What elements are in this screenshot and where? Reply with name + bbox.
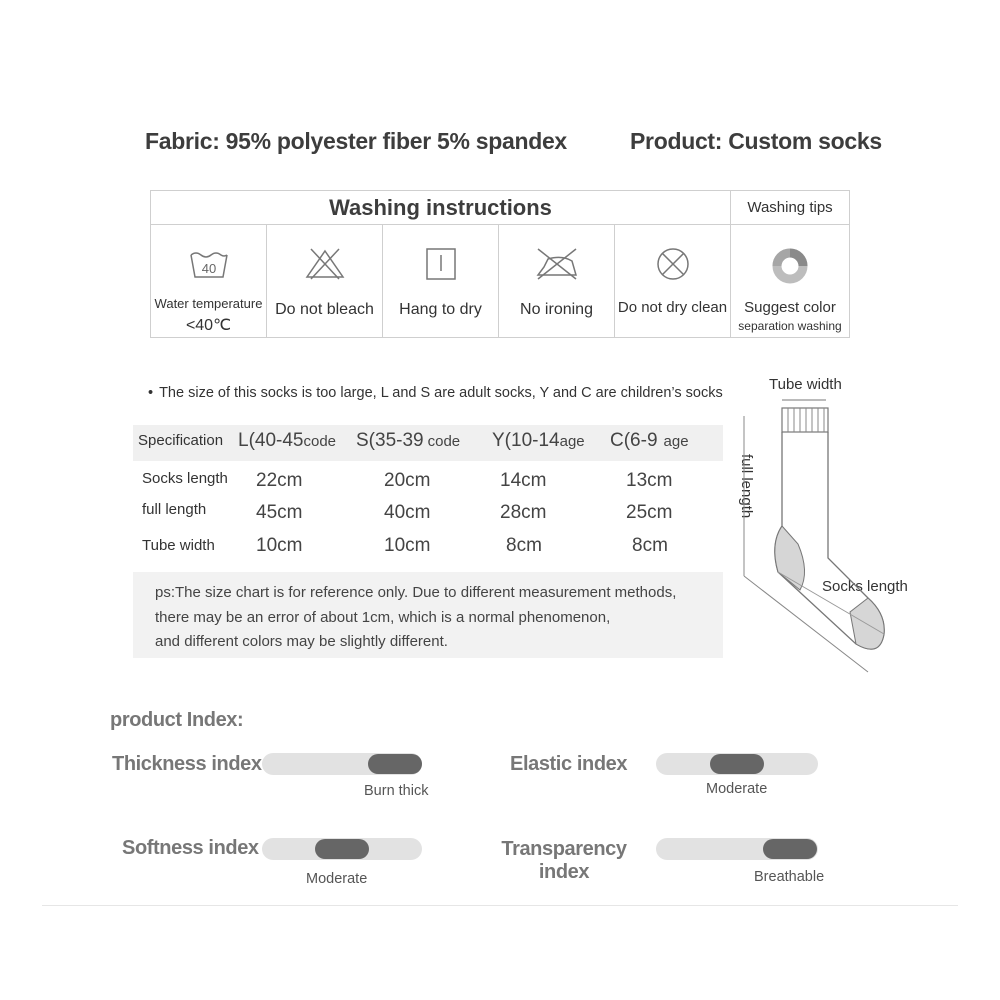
wash-cell-color	[731, 225, 849, 337]
cell: 28cm	[500, 502, 547, 523]
svg-text:40: 40	[201, 261, 216, 276]
spec-col-s: S(35-39 code	[356, 430, 461, 451]
wash-40-icon	[187, 247, 231, 286]
cell: 20cm	[384, 470, 431, 491]
wash-cell-hang	[383, 225, 499, 337]
washing-title: Washing instructions	[151, 191, 731, 225]
cell: 40cm	[384, 502, 431, 523]
wash-label: Do not dry clean	[617, 299, 728, 316]
row-label-full-length: full length	[142, 501, 207, 518]
size-note	[133, 572, 723, 658]
index-caption: Burn thick	[364, 783, 429, 799]
wash-label: Hang to dry	[399, 301, 482, 318]
spec-col-c: C(6-9 age	[610, 430, 689, 451]
index-knob	[368, 754, 422, 774]
bottom-divider	[42, 905, 958, 906]
wash-cell-iron	[499, 225, 615, 337]
cell: 45cm	[256, 502, 303, 523]
index-caption: Breathable	[754, 869, 825, 885]
cell: 22cm	[256, 470, 303, 491]
wash-cell-bleach	[267, 225, 383, 337]
index-name: Transparency index	[501, 838, 627, 883]
index-caption: Moderate	[306, 871, 368, 887]
spec-col-y: Y(10-14age	[492, 430, 585, 451]
wash-label: Water temperature	[154, 296, 263, 311]
washing-tips-title: Washing tips	[731, 191, 849, 225]
color-separation-icon	[768, 247, 812, 290]
wash-label: Suggest color	[744, 299, 836, 316]
note-line: ps:The size chart is for reference only. Due to different measurement methods,	[155, 584, 677, 601]
index-track	[656, 838, 818, 860]
row-label-socks-length: Socks length	[142, 470, 228, 487]
cell: 13cm	[626, 470, 673, 491]
socks-length-label: Socks length	[822, 578, 908, 595]
size-bullet: • The size of this socks is too large, L and S are adult socks, Y and C are children’s socks	[148, 385, 723, 401]
index-track	[262, 838, 422, 860]
index-name: Elastic index	[510, 753, 628, 775]
wash-cell-dryclean	[615, 225, 731, 337]
no-bleach-icon	[303, 247, 347, 286]
tube-width-label: Tube width	[769, 376, 842, 393]
cell: 14cm	[500, 470, 547, 491]
wash-label: Do not bleach	[275, 301, 374, 318]
washing-table	[150, 190, 850, 338]
index-caption: Moderate	[706, 781, 768, 797]
spec-col-l: L(40-45code	[238, 430, 337, 451]
index-track	[656, 753, 818, 775]
no-dry-clean-icon	[651, 247, 695, 286]
no-ironing-icon	[532, 247, 582, 286]
wash-cell-temperature	[151, 225, 267, 337]
wash-label: No ironing	[520, 301, 593, 318]
cell: 10cm	[256, 535, 303, 556]
row-label-tube-width: Tube width	[142, 537, 215, 554]
sock-outline	[738, 376, 918, 676]
note-line: there may be an error of about 1cm, which is a normal phenomenon,	[155, 609, 611, 626]
index-knob	[710, 754, 764, 774]
cell: 8cm	[506, 535, 542, 556]
full-length-label: full length	[738, 454, 755, 519]
fabric-text: Fabric: 95% polyester fiber 5% spandex	[145, 128, 567, 154]
note-line: and different colors may be slightly different.	[155, 633, 448, 650]
spec-label: Specification	[138, 432, 224, 449]
index-knob	[315, 839, 369, 859]
wash-label-2: separation washing	[738, 319, 842, 333]
index-name: Thickness index	[112, 753, 262, 775]
cell: 8cm	[632, 535, 668, 556]
cell: 10cm	[384, 535, 431, 556]
index-knob	[763, 839, 817, 859]
hang-dry-icon	[419, 247, 463, 286]
wash-label-2: <40℃	[185, 317, 232, 334]
product-index-title: product Index:	[110, 709, 244, 731]
index-track	[262, 753, 422, 775]
index-name: Softness index	[122, 837, 259, 859]
product-text: Product: Custom socks	[630, 128, 882, 154]
cell: 25cm	[626, 502, 673, 523]
sock-diagram	[738, 376, 918, 676]
